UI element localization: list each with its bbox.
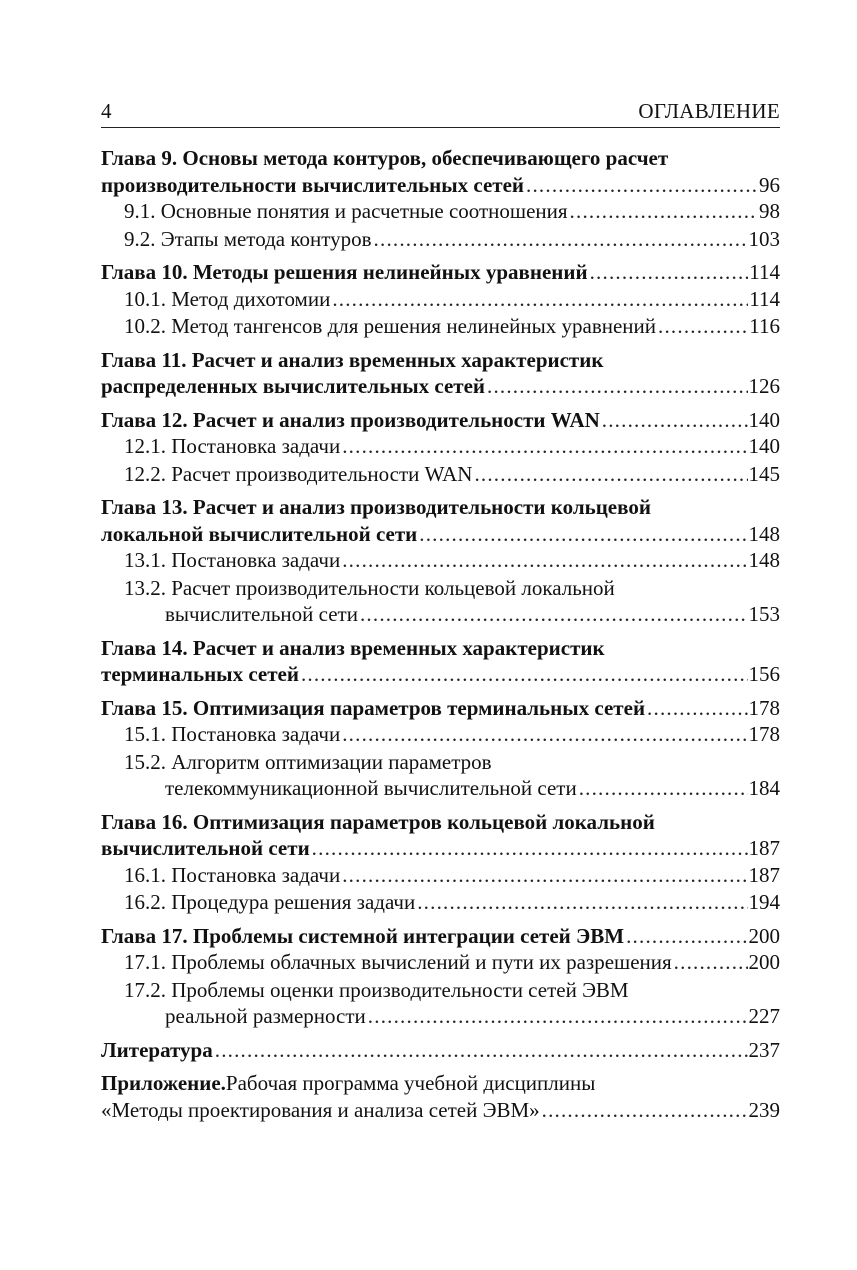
toc-line [101,461,780,488]
page-ref: 103 [748,226,780,251]
toc-line [101,695,780,722]
toc-line [101,949,780,976]
section-entry[interactable] [101,286,780,313]
page-ref: 187 [748,836,780,860]
toc-chapter[interactable] [101,145,780,252]
toc-line [101,835,780,862]
dot-leader [332,286,748,313]
entry-title: 16.1. Постановка задачи [124,862,341,887]
toc-chapter[interactable] [101,1070,780,1123]
page-ref: 96 [759,172,780,197]
page-ref: 156 [748,662,780,686]
toc-line [101,373,780,400]
page-ref: 153 [748,602,780,626]
toc-line [101,721,780,748]
entry-title: 13.1. Постановка задачи [124,548,341,572]
entry-title: 9.2. Этапы метода контуров [124,226,372,251]
entry-title: Глава 15. Оптимизация параметров терминальных сетей [101,695,646,720]
toc-chapter[interactable] [101,635,780,688]
dot-leader [647,695,747,722]
dot-leader [368,1003,748,1030]
entry-title: Литература [101,1037,213,1062]
chapter-entry[interactable] [101,1037,780,1064]
page-ref: 126 [748,374,780,398]
entry-title: 17.1. Проблемы облачных вычислений и пути их разрешения [124,950,672,974]
page-ref: 140 [748,407,780,432]
page-ref: 145 [748,461,780,486]
entry-title: 9.1. Основные понятия и расчетные соотношения [124,199,568,223]
toc-line [101,1097,780,1124]
entry-title: Глава 11. Расчет и анализ временных характеристик [101,347,604,372]
toc-chapter[interactable] [101,809,780,916]
toc-line [101,226,780,253]
section-entry[interactable] [101,198,780,225]
section-entry[interactable] [101,889,780,916]
entry-title: локальной вычислительной сети [101,521,418,546]
entry-title: вычислительной сети [165,602,358,626]
toc-chapter[interactable] [101,259,780,340]
entry-title: 13.2. Расчет производительности кольцевой локальной [124,575,615,600]
page-ref: 184 [748,776,780,800]
toc-line [101,1037,780,1064]
toc-line [101,1070,780,1097]
entry-title: Глава 12. Расчет и анализ производительности WAN [101,407,600,432]
section-entry[interactable] [101,313,780,340]
dot-leader [570,198,758,225]
page-header [101,96,780,124]
toc-chapter[interactable] [101,347,780,400]
entry-title: Глава 9. Основы метода контуров, обеспечивающего расчет [101,146,669,170]
entry-title: Глава 14. Расчет и анализ временных характеристик [101,635,605,660]
page-ref: 178 [748,722,780,746]
dot-leader [526,172,758,199]
toc-line [101,635,780,662]
toc-line [101,407,780,434]
entry-title: терминальных сетей [101,662,299,686]
dot-leader [215,1037,748,1064]
entry-title: Глава 17. Проблемы системной интеграции сетей ЭВМ [101,923,625,948]
page-ref: 178 [748,695,780,720]
toc-line [101,809,780,836]
section-entry[interactable] [101,461,780,488]
entry-title: 15.1. Постановка задачи [124,722,341,746]
dot-leader [374,226,748,253]
section-entry[interactable] [101,721,780,748]
entry-title: 12.1. Постановка задачи [124,434,341,458]
page-ref: 148 [748,521,780,546]
dot-leader [342,721,747,748]
dot-leader [487,373,748,400]
page-ref: 200 [748,923,780,948]
dot-leader [658,313,748,340]
toc-line [101,172,780,199]
toc-line [101,547,780,574]
toc-line [101,198,780,225]
toc-line [101,575,780,602]
entry-title: 16.2. Процедура решения задачи [124,890,416,914]
entry-title: 10.2. Метод тангенсов для решения нелинейных уравнений [124,314,657,338]
dot-leader [602,407,748,434]
appendix-label: Приложение. [101,1071,226,1095]
table-of-contents [101,145,780,1130]
entry-title: Рабочая программа учебной дисциплины [225,1071,596,1095]
dot-leader [312,835,748,862]
chapter-entry[interactable] [101,494,780,547]
section-entry[interactable] [101,575,780,628]
entry-title: Глава 16. Оптимизация параметров кольцевой локальной [101,809,655,834]
page-ref: 187 [748,862,780,887]
entry-title: вычислительной сети [101,836,310,860]
section-entry[interactable] [101,949,780,976]
dot-leader [419,521,747,548]
chapter-entry[interactable] [101,259,780,286]
page-ref: 116 [749,314,780,338]
toc-chapter[interactable] [101,407,780,488]
page-ref: 227 [748,1004,780,1028]
chapter-entry[interactable] [101,1070,780,1123]
toc-line [101,601,780,628]
entry-title: Глава 13. Расчет и анализ производительности кольцевой [101,495,651,519]
page-number: 4 [101,99,112,123]
page-ref: 114 [749,286,780,311]
entry-title: телекоммуникационной вычислительной сети [165,776,577,800]
toc-chapter[interactable] [101,1037,780,1064]
toc-line [101,259,780,286]
dot-leader [590,259,749,286]
toc-line [101,145,780,172]
chapter-entry[interactable] [101,407,780,434]
entry-title: 17.2. Проблемы оценки производительности сетей ЭВМ [124,977,629,1002]
dot-leader [301,661,748,688]
dot-leader [342,433,747,460]
dot-leader [417,889,747,916]
toc-line [101,433,780,460]
page-ref: 140 [748,434,780,458]
section-entry[interactable] [101,433,780,460]
toc-chapter[interactable] [101,494,780,628]
entry-title: 15.2. Алгоритм оптимизации параметров [124,749,492,774]
toc-line [101,923,780,950]
entry-title: 12.2. Расчет производительности WAN [124,461,473,486]
toc-line [101,977,780,1004]
toc-line [101,775,780,802]
page-ref: 237 [748,1037,780,1062]
section-entry[interactable] [101,226,780,253]
toc-line [101,889,780,916]
toc-line [101,661,780,688]
page-ref: 148 [748,548,780,572]
section-entry[interactable] [101,862,780,889]
toc-line [101,286,780,313]
dot-leader [626,923,747,950]
dot-leader [674,949,748,976]
chapter-entry[interactable] [101,923,780,950]
page-ref: 114 [749,260,780,284]
dot-leader [474,461,747,488]
toc-line [101,749,780,776]
page-ref: 98 [759,199,780,223]
toc-chapter[interactable] [101,695,780,802]
entry-title: распределенных вычислительных сетей [101,374,485,398]
toc-line [101,494,780,521]
dot-leader [342,547,747,574]
header-rule [101,127,780,128]
page-ref: 194 [748,890,780,914]
section-entry[interactable] [101,547,780,574]
chapter-entry[interactable] [101,695,780,722]
chapter-entry[interactable] [101,145,780,198]
page-ref: 239 [748,1097,780,1122]
chapter-entry[interactable] [101,635,780,688]
section-entry[interactable] [101,977,780,1030]
entry-title: «Методы проектирования и анализа сетей ЭВМ» [101,1097,540,1122]
toc-line [101,347,780,374]
dot-leader [342,862,747,889]
entry-title: производительности вычислительных сетей [101,172,525,197]
running-title: ОГЛАВЛЕНИЕ [638,99,780,123]
toc-chapter[interactable] [101,923,780,1030]
dot-leader [360,601,748,628]
entry-title: 10.1. Метод дихотомии [124,286,331,311]
chapter-entry[interactable] [101,809,780,862]
section-entry[interactable] [101,749,780,802]
toc-line [101,521,780,548]
chapter-entry[interactable] [101,347,780,400]
dot-leader [579,775,748,802]
toc-line [101,1003,780,1030]
page-ref: 200 [748,950,780,974]
dot-leader [542,1097,748,1124]
toc-line [101,313,780,340]
toc-line [101,862,780,889]
entry-title: Глава 10. Методы решения нелинейных уравнений [101,260,588,284]
entry-title: реальной размерности [165,1004,366,1028]
